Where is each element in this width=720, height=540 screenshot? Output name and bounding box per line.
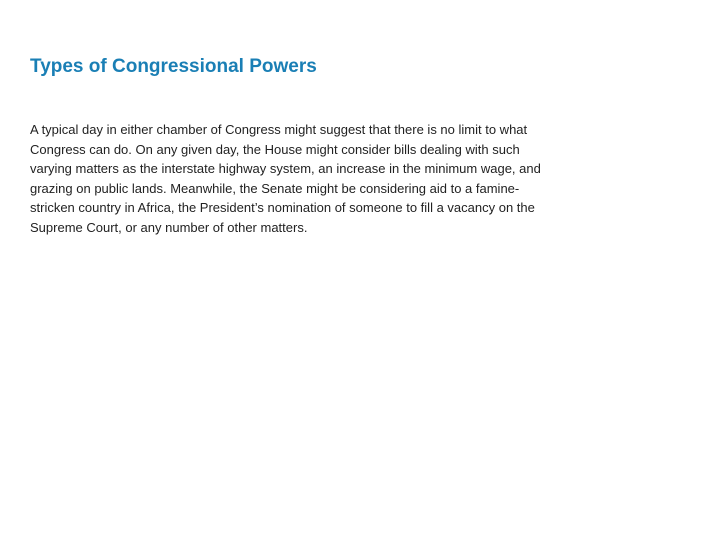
slide-title: Types of Congressional Powers — [30, 56, 317, 77]
body-line: Supreme Court, or any number of other matters. — [30, 219, 308, 235]
body-line: varying matters as the interstate highway system, an increase in the minimum wage, and — [30, 161, 541, 177]
body-line: A typical day in either chamber of Congress might suggest that there is no limit to what — [30, 122, 528, 137]
body-line: Congress can do. On any given day, the House might consider bills dealing with such — [30, 141, 520, 157]
body-line: stricken country in Africa, the President’s nomination of someone to fill a vacancy on the — [30, 200, 535, 216]
body-line: grazing on public lands. Meanwhile, the Senate might be considering aid to a famine- — [30, 180, 520, 196]
body-paragraph — [30, 120, 610, 238]
